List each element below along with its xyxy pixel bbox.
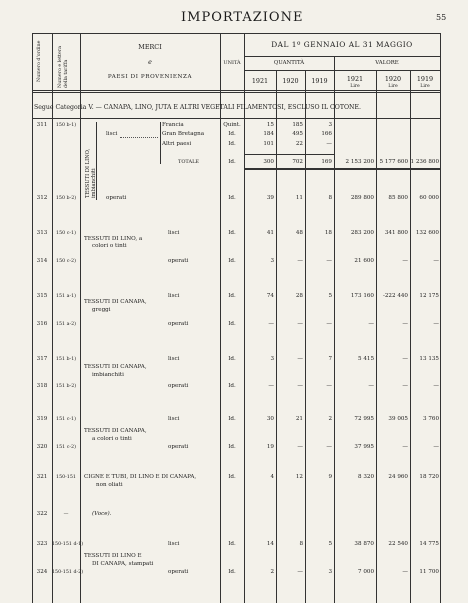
cell-v1921: 173 160 — [350, 293, 374, 299]
cell-unit: Id. — [228, 159, 236, 165]
cell-q1919: — — [326, 258, 332, 264]
label-canapa-greggi-2: greggi — [92, 307, 111, 313]
cell-tar: 150 c-2) — [56, 259, 76, 264]
label-francia: Francia — [162, 122, 184, 128]
year-v-1920: 1920 — [384, 75, 402, 83]
cell-q1919: 169 — [321, 159, 332, 165]
cell-unit: Id. — [228, 321, 236, 327]
label-lino-colori-1: TESSUTI DI LINO, a — [84, 236, 143, 242]
cell-unit: Id. — [228, 258, 236, 264]
cell-q1919: 9 — [328, 474, 332, 480]
year-v-1921: 1921 — [346, 75, 364, 83]
lire-1921: Lire — [350, 84, 360, 89]
label-lisci-315: lisci — [168, 293, 180, 299]
cell-tar: 151 a-2) — [55, 322, 77, 327]
label-lisci-323: lisci — [168, 541, 180, 547]
cell-v1921: 7 000 — [357, 569, 374, 575]
cell-num: 317 — [36, 356, 48, 362]
label-canapa-col-1: TESSUTI DI CANAPA, — [84, 428, 147, 434]
lire-1919: Lire — [420, 84, 430, 89]
cell-unit: Id. — [228, 131, 236, 137]
cell-q1921: 4 — [270, 474, 274, 480]
cell-v1920: 22 540 — [388, 541, 408, 547]
cell-q1919: — — [326, 321, 332, 327]
cell-q1920: — — [297, 258, 303, 264]
cell-q1919: 2 — [328, 416, 332, 422]
unita-header: UNITÀ — [223, 60, 241, 66]
cell-unit: Id. — [228, 416, 236, 422]
cell-q1920: 11 — [295, 195, 303, 201]
cell-unit: Id. — [228, 230, 236, 236]
cell-v1921: 37 995 — [354, 444, 374, 450]
cell-v1920: — — [402, 383, 408, 389]
cell-tar: 150-151 d-1) — [52, 542, 84, 547]
cell-q1921: 300 — [263, 159, 274, 165]
label-operati-314: operati — [168, 258, 189, 264]
cell-v1920: — — [402, 444, 408, 450]
cell-v1920: 39 005 — [388, 416, 408, 422]
cell-q1921: 41 — [266, 230, 274, 236]
cell-v1920: — — [402, 569, 408, 575]
cell-tar: 150 c-1) — [56, 231, 76, 236]
cell-q1919: 5 — [328, 541, 332, 547]
label-voce: (Voce). — [92, 511, 112, 517]
cell-v1921: — — [368, 383, 374, 389]
cell-v1919: 14 775 — [419, 541, 439, 547]
cell-v1921: 38 870 — [354, 541, 374, 547]
cell-v1921: 21 600 — [354, 258, 374, 264]
year-q-1921: 1921 — [251, 77, 269, 85]
cell-tar: 150 b-2) — [55, 196, 77, 201]
year-q-1919: 1919 — [311, 77, 328, 85]
cell-v1921: 5 415 — [357, 356, 374, 362]
label-canapa-imb-1: TESSUTI DI CANAPA, — [84, 364, 147, 370]
label-canapa-imb-2: imbianchiti — [92, 372, 124, 378]
cell-tar: 150 b-1) — [55, 123, 77, 128]
cell-v1919: — — [433, 258, 439, 264]
label-operati-318: operati — [168, 383, 189, 389]
cell-q1919: 3 — [328, 569, 332, 575]
cell-v1919: 3 760 — [422, 416, 439, 422]
cell-num: 324 — [36, 569, 48, 575]
cell-num: 319 — [36, 416, 48, 422]
category-line: Segue Categoria V. — CANAPA, LINO, JUTA E ALTRI VEGETALI FILAMENTOSI, ESCLUSO IL COTONE. — [34, 104, 361, 111]
cell-q1921: — — [268, 383, 274, 389]
cell-q1919: 3 — [328, 122, 332, 128]
cell-q1921: 15 — [266, 122, 274, 128]
cell-q1920: 28 — [295, 293, 303, 299]
cell-v1921: 2 153 200 — [345, 159, 374, 165]
cell-v1920: — — [402, 356, 408, 362]
valore-header: VALORE — [375, 60, 399, 66]
cell-q1921: 30 — [266, 416, 274, 422]
year-v-1919: 1919 — [416, 75, 434, 83]
cell-v1919: 12 175 — [419, 293, 439, 299]
cell-num: 311 — [36, 122, 48, 128]
cell-v1920: — — [402, 258, 408, 264]
cell-v1921: 289 800 — [350, 195, 374, 201]
cell-v1921: 283 200 — [350, 230, 374, 236]
cell-q1920: 8 — [299, 541, 303, 547]
cell-v1919: — — [433, 383, 439, 389]
cell-q1921: — — [268, 321, 274, 327]
label-operati-312: operati — [106, 195, 127, 201]
label-lisci-311: lisci — [106, 131, 118, 137]
label-operati-324: operati — [168, 569, 189, 575]
cell-num: 313 — [36, 230, 48, 236]
cell-q1921: 101 — [263, 141, 274, 147]
label-operati-320: operati — [168, 444, 189, 450]
merci-e: e — [148, 58, 152, 66]
cell-v1920: 85 800 — [388, 195, 408, 201]
cell-q1919: — — [326, 444, 332, 450]
cell-q1920: 12 — [295, 474, 303, 480]
cell-unit: Id. — [228, 293, 236, 299]
cell-unit: Id. — [228, 541, 236, 547]
label-lino-canapa-1: TESSUTI DI LINO E — [84, 553, 142, 559]
label-lino-colori-2: colori o tinti — [92, 243, 127, 249]
period-header: DAL 1º GENNAIO AL 31 MAGGIO — [271, 40, 413, 49]
col-numero-header: Numero d'ordine — [37, 40, 42, 82]
paesi-header: PAESI DI PROVENIENZA — [107, 74, 193, 80]
cell-q1921: 14 — [266, 541, 274, 547]
cell-unit: Id. — [228, 195, 236, 201]
cell-unit: Id. — [228, 444, 236, 450]
cell-q1919: — — [326, 141, 332, 147]
cell-q1920: 185 — [292, 122, 303, 128]
cell-v1919: 132 600 — [415, 230, 439, 236]
page-number: 55 — [436, 13, 447, 22]
cell-num: 316 — [36, 321, 48, 327]
cell-q1919: — — [326, 383, 332, 389]
cell-v1919: 13 135 — [419, 356, 439, 362]
col-tariffa-header: Numero e lettera della tariffa — [58, 46, 69, 88]
merci-header: MERCI — [138, 43, 162, 51]
cell-v1919: — — [433, 444, 439, 450]
year-q-1920: 1920 — [282, 77, 299, 85]
cell-unit: Id. — [228, 356, 236, 362]
cell-v1919: 11 700 — [419, 569, 439, 575]
cell-num: 314 — [36, 258, 48, 264]
cell-num: 323 — [36, 541, 48, 547]
cell-tar: 151 a-1) — [55, 294, 77, 299]
quantita-header: QUANTITÀ — [273, 60, 305, 66]
cell-tar: 151 c-1) — [56, 417, 76, 422]
cell-unit: Quint. — [223, 122, 241, 128]
cell-q1921: 39 — [266, 195, 274, 201]
cell-q1919: 166 — [321, 131, 332, 137]
cell-q1920: 21 — [295, 416, 303, 422]
cell-unit: Id. — [228, 569, 236, 575]
cell-v1919: 60 000 — [419, 195, 439, 201]
cell-v1919: 18 720 — [419, 474, 439, 480]
label-altri-paesi: Altri paesi — [162, 141, 192, 147]
cell-q1920: — — [297, 383, 303, 389]
label-operati-316: operati — [168, 321, 189, 327]
cell-q1920: 702 — [292, 159, 303, 165]
cell-tar: 151 c-2) — [56, 445, 76, 450]
label-canapa-greggi-1: TESSUTI DI CANAPA, — [84, 299, 147, 305]
cell-num: 321 — [36, 474, 48, 480]
cell-unit: Id. — [228, 141, 236, 147]
cell-v1921: — — [368, 321, 374, 327]
label-lisci-317: lisci — [168, 356, 180, 362]
label-lisci-313: lisci — [168, 230, 180, 236]
cell-tar: — — [63, 512, 69, 517]
cell-q1919: 5 — [328, 293, 332, 299]
label-cigne-2: non oliati — [96, 482, 123, 488]
label-lisci-319: lisci — [168, 416, 180, 422]
lire-1920: Lire — [388, 84, 398, 89]
cell-q1920: — — [297, 569, 303, 575]
cell-q1920: 48 — [295, 230, 303, 236]
cell-q1921: 184 — [263, 131, 274, 137]
cell-q1921: 19 — [266, 444, 274, 450]
cell-v1920: 24 960 — [388, 474, 408, 480]
cell-q1921: 3 — [270, 258, 274, 264]
cell-v1920: -222 440 — [382, 293, 408, 299]
cell-q1919: 7 — [328, 356, 332, 362]
cell-q1919: 8 — [328, 195, 332, 201]
cell-q1920: — — [297, 321, 303, 327]
cell-tar: 150-151 d-2) — [52, 570, 84, 575]
label-totale: TOTALE — [178, 159, 200, 165]
label-canapa-col-2: a colori o tinti — [92, 436, 132, 442]
cell-v1920: 5 177 600 — [379, 159, 408, 165]
cell-q1919: 18 — [324, 230, 332, 236]
cell-num: 318 — [36, 383, 48, 389]
cell-q1920: 22 — [295, 141, 303, 147]
cell-v1920: 341 800 — [384, 230, 408, 236]
cell-num: 322 — [36, 511, 48, 517]
cell-v1919: — — [433, 321, 439, 327]
label-lino-imbianchiti: TESSUTI DI LINO, imbianchiti — [85, 148, 97, 198]
label-gran-bretagna: Gran Bretagna — [162, 131, 205, 137]
cell-num: 315 — [36, 293, 48, 299]
cell-tar: 151 b-1) — [55, 357, 77, 362]
label-lino-canapa-2: DI CANAPA, stampati — [92, 561, 154, 567]
page-title: IMPORTAZIONE — [181, 10, 304, 25]
cell-tar: 151 b-2) — [55, 384, 77, 389]
cell-q1920: 495 — [292, 131, 303, 137]
cell-num: 312 — [36, 195, 48, 201]
cell-q1920: — — [297, 444, 303, 450]
cell-v1921: 8 320 — [357, 474, 374, 480]
cell-num: 320 — [36, 444, 48, 450]
cell-q1921: 2 — [270, 569, 274, 575]
cell-v1920: — — [402, 321, 408, 327]
cell-tar: 150-151 — [56, 475, 76, 480]
cell-q1920: — — [297, 356, 303, 362]
cell-q1921: 74 — [266, 293, 274, 299]
cell-unit: Id. — [228, 383, 236, 389]
cell-q1921: 3 — [270, 356, 274, 362]
cell-unit: Id. — [228, 474, 236, 480]
cell-v1919: 1 236 800 — [410, 159, 439, 165]
cell-v1921: 72 995 — [354, 416, 374, 422]
label-cigne-1: CIGNE E TUBI, DI LINO E DI CANAPA, — [84, 474, 197, 480]
